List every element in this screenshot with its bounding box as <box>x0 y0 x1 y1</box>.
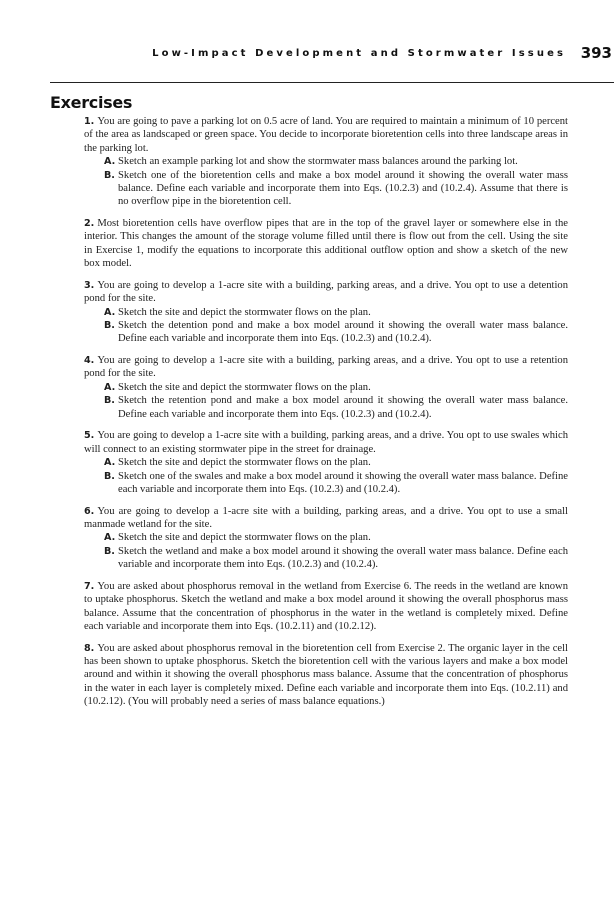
exercise-body: You are asked about phosphorus removal in the wetland from Exercise 6. The reeds in the wetland are known to uptake phosphorus. Sketch the wetland and make a box model around it showing the overall phosphorus mass balance. Assume that the concentration of phosphorus in the water in the wetland is completely mixed. Define each variable and incorporate them into Eqs. (10.2.11) and (10.2.12). <box>84 580 568 632</box>
subitem-text: Sketch the site and depict the stormwater flows on the plan. <box>118 306 371 318</box>
exercise-subitem <box>84 169 568 209</box>
subitem-letter: B. <box>104 320 115 332</box>
exercise-text <box>84 115 568 155</box>
exercise-number: 1. <box>84 116 95 127</box>
page-number: 393 <box>580 44 612 62</box>
exercise-subitem <box>84 394 568 421</box>
exercise-body: You are going to develop a 1-acre site with a building, parking areas, and a drive. You opt to use a retention pond for the site. <box>84 355 568 380</box>
exercise-body: You are going to pave a parking lot on 0.5 acre of land. You are required to maintain a minimum of 10 percent of the area as landscaped or green space. You decide to incorporate bioretention cells into three landscape areas in the parking lot. <box>84 116 568 154</box>
exercise-text <box>84 217 568 271</box>
subitem-letter: A. <box>104 532 116 544</box>
subitem-letter: A. <box>104 156 116 168</box>
exercise-body: Most bioretention cells have overflow pipes that are in the top of the gravel layer or somewhere else in the interior. This changes the amount of the storage volume filled until there is flow out from the cell. Using the site in Exercise 1, modify the equations to incorporate this additional outflow option and show a sketch of the new box model. <box>84 218 568 270</box>
exercise-5 <box>84 429 568 496</box>
subitem-text: Sketch the retention pond and make a box model around it showing the overall water mass balance. Define each variable and incorporate them into Eqs. (10.2.3) and (10.2.4). <box>118 395 568 420</box>
exercise-6 <box>84 505 568 572</box>
exercise-text <box>84 642 568 709</box>
exercise-8 <box>84 642 568 709</box>
subitem-letter: B. <box>104 545 115 557</box>
exercise-number: 3. <box>84 279 95 291</box>
exercise-list <box>84 115 568 717</box>
subitem-letter: A. <box>104 306 116 318</box>
subitem-text: Sketch the site and depict the stormwater flows on the plan. <box>118 532 371 544</box>
exercise-7 <box>84 580 568 634</box>
exercise-text <box>84 429 568 456</box>
section-heading: Exercises <box>50 93 133 112</box>
exercise-body: You are asked about phosphorus removal in the bioretention cell from Exercise 2. The organic layer in the cell has been shown to uptake phosphorus. Sketch the bioretention cell with the various layers and make a box model around and within it showing the overall phosphorus mass balance. Assume that the concentration of phosphorus in the water in each layer is completely mixed. Define each variable and incorporate them into Eqs. (10.2.11) and (10.2.12). (You will probably need a series of mass balance equations.) <box>84 642 568 708</box>
exercise-subitem <box>84 456 568 469</box>
exercise-subitem <box>84 381 568 394</box>
exercise-1 <box>84 115 568 209</box>
exercise-body: You are going to develop a 1-acre site with a building, parking areas, and a drive. You opt to use a detention pond for the site. <box>84 279 568 305</box>
exercise-text <box>84 580 568 634</box>
subitem-text: Sketch the detention pond and make a box model around it showing the overall water mass balance. Define each variable and incorporate them into Eqs. (10.2.3) and (10.2.4). <box>118 320 568 345</box>
subitem-letter: B. <box>104 395 115 407</box>
subitem-text: Sketch one of the swales and make a box model around it showing the overall water mass balance. Define each variable and incorporate them into Eqs. (10.2.3) and (10.2.4). <box>118 470 568 495</box>
exercise-body: You are going to develop a 1-acre site with a building, parking areas, and a drive. You opt to use swales which will connect to an existing stormwater pipe in the street for drainage. <box>84 430 568 455</box>
exercise-subitem <box>84 545 568 572</box>
subitem-letter: A. <box>104 457 116 469</box>
subitem-letter: B. <box>104 470 115 482</box>
subitem-letter: B. <box>104 169 115 181</box>
exercise-number: 6. <box>84 505 95 517</box>
header-rule <box>50 82 614 83</box>
subitem-text: Sketch the wetland and make a box model around it showing the overall water mass balance. Define each variable and incorporate them into Eqs. (10.2.3) and (10.2.4). <box>118 545 568 571</box>
exercise-text <box>84 279 568 306</box>
exercise-subitem <box>84 470 568 497</box>
exercise-number: 5. <box>84 430 95 442</box>
exercise-number: 8. <box>84 642 95 654</box>
exercise-text <box>84 505 568 532</box>
exercise-2 <box>84 217 568 271</box>
subitem-text: Sketch an example parking lot and show the stormwater mass balances around the parking lot. <box>118 156 518 168</box>
exercise-3 <box>84 279 568 346</box>
exercise-number: 7. <box>84 580 95 592</box>
exercise-subitem <box>84 306 568 319</box>
exercise-subitem <box>84 531 568 544</box>
exercise-body: You are going to develop a 1-acre site with a building, parking areas, and a drive. You opt to use a small manmade wetland for the site. <box>84 505 568 530</box>
running-head: Low-Impact Development and Stormwater Issues <box>152 48 566 59</box>
page-header <box>0 44 614 68</box>
subitem-text: Sketch the site and depict the stormwater flows on the plan. <box>118 381 371 393</box>
exercise-subitem <box>84 319 568 346</box>
subitem-text: Sketch the site and depict the stormwater flows on the plan. <box>118 457 371 469</box>
exercise-text <box>84 354 568 381</box>
exercise-number: 4. <box>84 355 95 367</box>
exercise-subitem <box>84 155 568 168</box>
exercise-number: 2. <box>84 218 95 230</box>
subitem-text: Sketch one of the bioretention cells and make a box model around it showing the overall water mass balance. Define each variable and incorporate them into Eqs. (10.2.3) and (10.2.4). Assume that there is no overflow pipe in the bioretention cell. <box>118 169 568 208</box>
exercise-4 <box>84 354 568 421</box>
subitem-letter: A. <box>104 381 116 393</box>
